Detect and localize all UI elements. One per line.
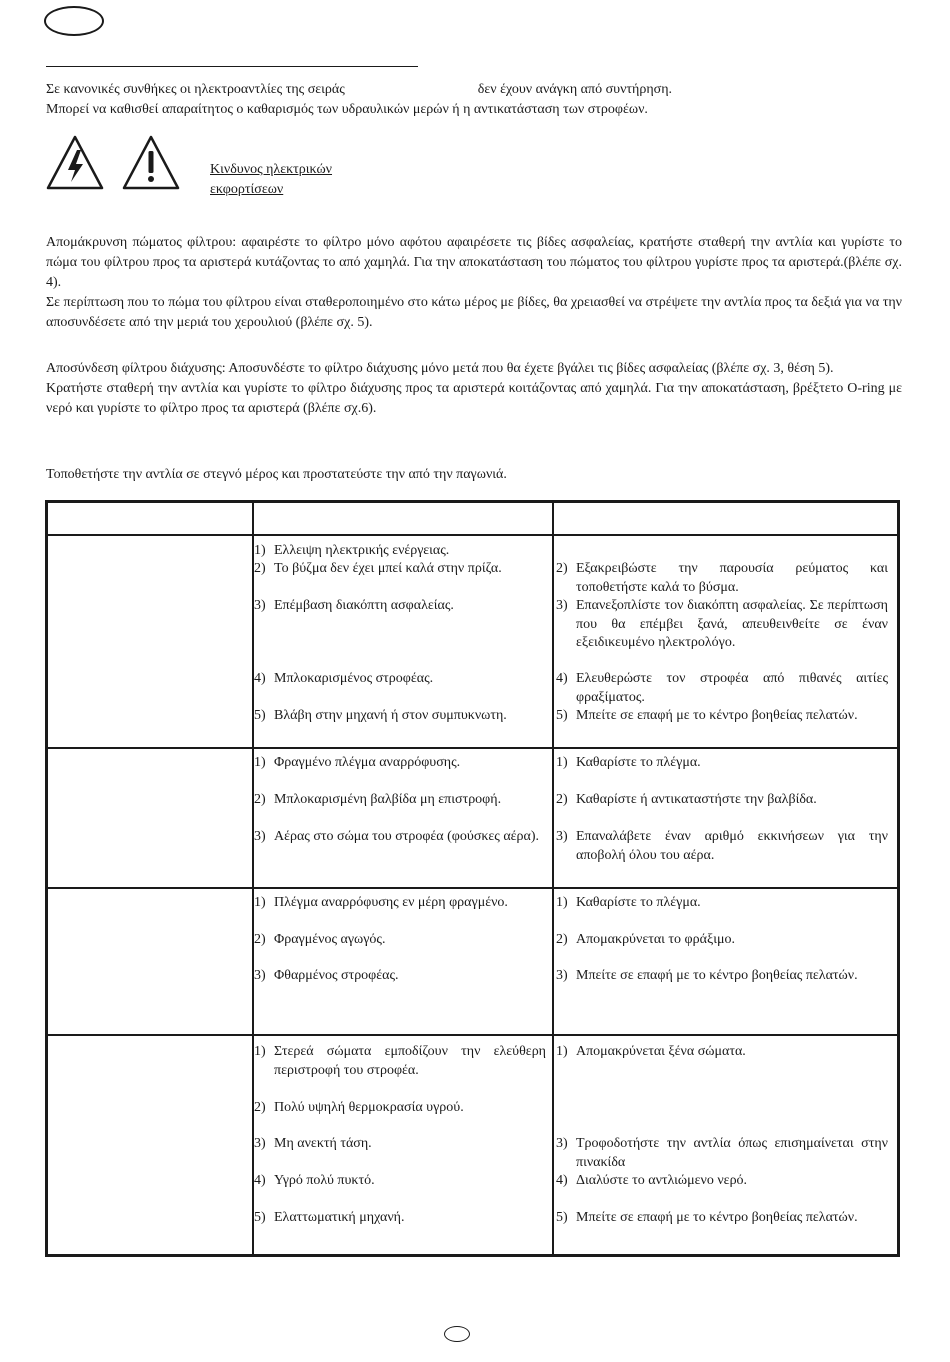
filter-cap-section [46,233,902,333]
remedy-item: 4) Ελευθερώστε τον στροφέα από πιθανές αιτίες φραξίματος. [556,671,888,705]
intro-line-1 [46,80,902,100]
storage-note: Τοποθετήστε την αντλία σε στεγνό μέρος και προστατεύστε την από την παγωνιά. [46,467,507,482]
diffusion-filter-paragraph-1: Αποσύνδεση φίλτρου διάχυσης: Αποσυνδέστε το φίλτρο διάχυσης μόνο μετά που θα έχετε βγάλει τις βίδες ασφαλείας (βλέπε σχ. 3, θέση 5). [46,361,834,376]
filter-cap-paragraph-2: Σε περίπτωση που το πώμα του φίλτρου είναι σταθεροποιημένο στο κάτω μέρος με βίδες, θα χρειασθεί να στρέψετε την αντλία προς τα δεξιά για να την αποσυνδέσετε από την μεριά του χερουλιού (βλέπε σχ. 5). [46,295,902,330]
table-row-divider-1 [48,747,897,749]
remedy-item: 1) Καθαρίστε το πλέγμα. [556,895,701,910]
cause-item: 3) Επέμβαση διακόπτη ασφαλείας. [254,598,454,613]
page-number-badge [444,1326,470,1342]
intro-line-1-start: Σε κανονικές συνθήκες οι ηλεκτροαντλίες της σειράς [46,82,345,97]
remedy-item: 4) Διαλύστε το αντλιώμενο νερό. [556,1173,748,1188]
remedy-item: 5) Μπείτε σε επαφή με το κέντρο βοηθείας πελατών. [556,1210,858,1225]
electric-shock-warning [210,160,332,200]
intro-line-1-end: δεν έχουν ανάγκη από συντήρηση. [477,82,673,97]
table-divider-2 [552,503,554,1254]
cause-item: 4) Υγρό πολύ πυκτό. [254,1173,375,1188]
remedy-item: 3) Επανεξοπλίστε τον διακόπτη ασφαλείας. Σε περίπτωση που θα επέμβει ξανά, απευθεινθείτε σε έναν εξειδικευμένο ηλεκτρολόγο. [556,598,888,650]
cause-item: 4) Μπλοκαρισμένος στροφέας. [254,671,434,686]
cause-item: 2) Φραγμένος αγωγός. [254,932,386,947]
cause-item: 3) Μη ανεκτή τάση. [254,1136,372,1151]
warning-line-2: εκφορτίσεων [210,182,284,197]
caution-icon [122,134,180,197]
remedy-item: 1) Απομακρύνεται ξένα σώματα. [556,1044,746,1059]
remedy-item: 3) Τροφοδοτήστε την αντλία όπως επισημαίνεται στην πινακίδα [556,1136,888,1170]
filter-cap-paragraph-1: Απομάκρυνση πώματος φίλτρου: αφαιρέστε το φίλτρο μόνο αφότου αφαιρέσετε τις βίδες ασφαλείας, κρατήστε σταθερή την αντλία και γυρίστε το πώμα του φίλτρου προς τα αριστερά κυτάζοντας το από χαμηλά. Για την αποκατάσταση του πώματος του φίλτρου γυρίστε προς τα αριστερά.(βλέπε σχ. 4). [46,235,902,290]
diffusion-filter-paragraph-2: Κρατήστε σταθερή την αντλία και γυρίστε το φίλτρο διάχυσης προς τα αριστερά κοιτάζοντας από χαμηλά. Για την αποκατάσταση, βρέξτετο O-ring με νερό και γυρίστε το φίλτρο προς τα αριστερά (βλέπε σχ.6). [46,381,902,416]
cause-item: 5) Ελαττωματική μηχανή. [254,1210,405,1225]
table-row-divider-2 [48,887,897,889]
cause-item: 3) Φθαρμένος στροφέας. [254,968,399,983]
remedy-item: 5) Μπείτε σε επαφή με το κέντρο βοηθείας πελατών. [556,708,858,723]
remedy-item: 1) Καθαρίστε το πλέγμα. [556,755,701,770]
troubleshooting-table [45,500,900,1257]
diffusion-filter-section [46,359,902,419]
cause-item: 1) Ελλειψη ηλεκτρικής ενέργειας. [254,543,450,558]
table-header-divider [48,534,897,536]
remedy-item: 3) Επαναλάβετε έναν αριθμό εκκινήσεων για την αποβολή όλου του αέρα. [556,829,888,863]
title-underline [46,66,418,67]
cause-item: 2) Μπλοκαρισμένη βαλβίδα μη επιστροφή. [254,792,502,807]
remedy-item: 3) Μπείτε σε επαφή με το κέντρο βοηθείας πελατών. [556,968,858,983]
cause-item: 5) Βλάβη στην μηχανή ή στον συμπυκνωτη. [254,708,507,723]
warning-line-1: Κινδυνος ηλεκτρικών [210,162,333,177]
cause-item: 2) Πολύ υψηλή θερμοκρασία υγρού. [254,1100,464,1115]
cause-item: 1) Πλέγμα αναρρόφυσης εν μέρη φραγμένο. [254,895,508,910]
language-badge [44,6,104,36]
cause-item: 3) Αέρας στο σώμα του στροφέα (φούσκες αέρα). [254,829,540,844]
table-row-divider-3 [48,1034,897,1036]
remedy-item: 2) Εξακρειβώστε την παρουσία ρεύματος και τοποθετήστε καλά το βύσμα. [556,561,888,595]
intro-line-2: Μπορεί να καθισθεί απαραίτητος ο καθαρισμός των υδραυλικών μερών ή η αντικατάσταση των στροφέων. [46,102,648,117]
electric-hazard-icon [46,134,104,197]
cause-item: 1) Φραγμένο πλέγμα αναρρόφυσης. [254,755,461,770]
cause-item: 2) Το βύζμα δεν έχει μπεί καλά στην πρίζα. [254,561,502,576]
cause-item: 1) Στερεά σώματα εμποδίζουν την ελεύθερη περιστροφή του στροφέα. [254,1044,546,1078]
remedy-item: 2) Καθαρίστε ή αντικαταστήστε την βαλβίδα. [556,792,817,807]
remedy-item: 2) Απομακρύνεται το φράξιμο. [556,932,735,947]
